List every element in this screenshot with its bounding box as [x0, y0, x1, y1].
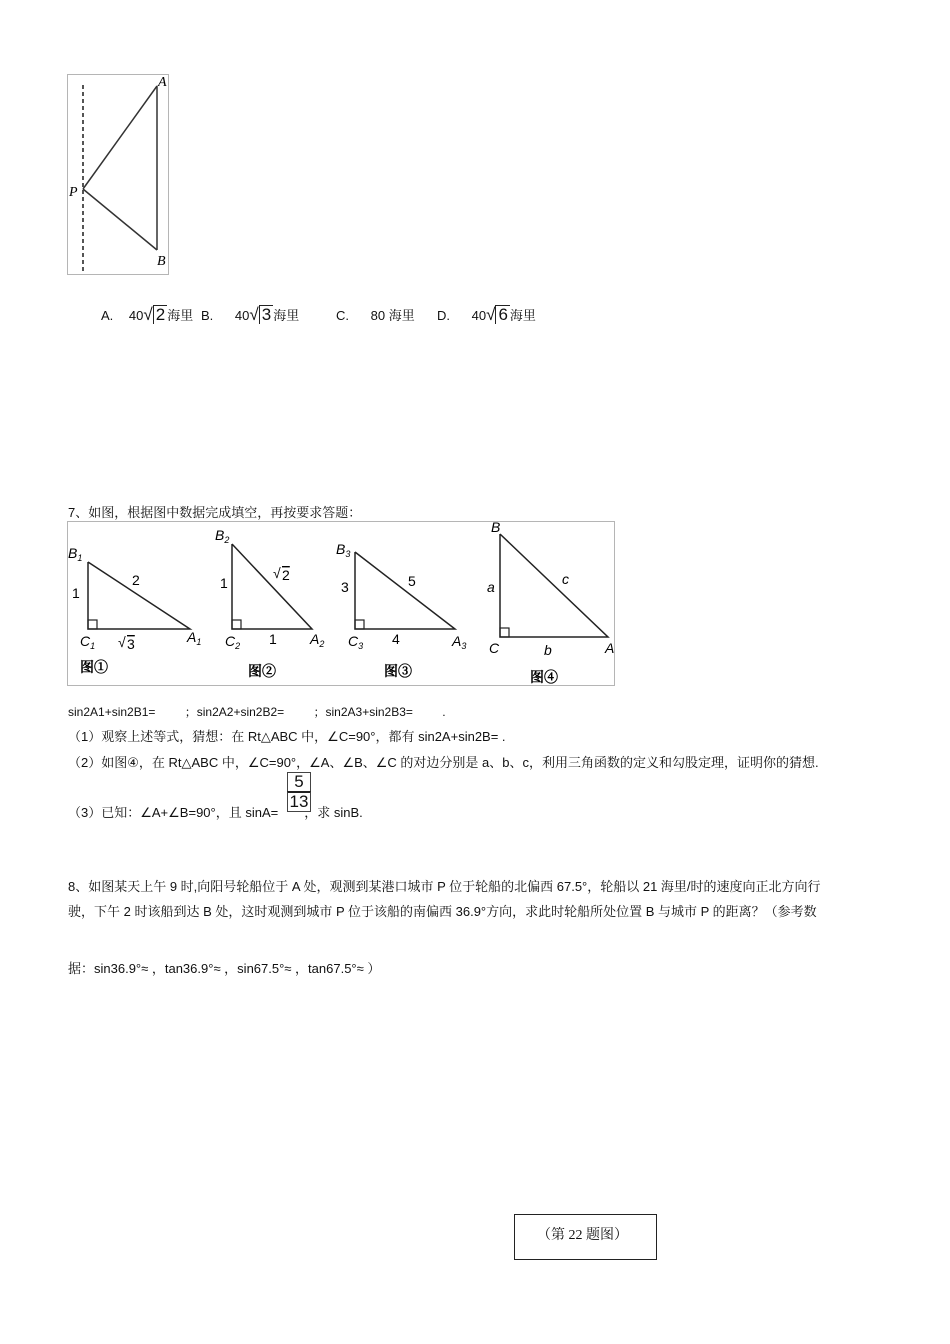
fig1-side-vertical: 1	[72, 585, 80, 601]
radical-sign: √	[249, 305, 259, 324]
fig1-radical: √	[118, 634, 126, 650]
q7-figures	[67, 521, 615, 686]
fig2-vertex-a: $A_2$	[310, 631, 325, 649]
option-d[interactable]	[437, 305, 536, 325]
radical-sign: √	[143, 305, 153, 324]
fig4-caption: 图④	[530, 669, 558, 685]
fill-blank-end: .	[442, 705, 446, 719]
label-b: B	[157, 254, 166, 269]
fig2-side-hyp: 2	[282, 567, 290, 583]
option-a[interactable]	[101, 305, 193, 325]
fig1-side-hyp: 2	[132, 572, 140, 588]
radical-sign: √	[486, 305, 496, 324]
q7-fill-line	[68, 703, 446, 720]
fraction-5-13	[287, 772, 311, 812]
option-b-coef: 40	[234, 308, 250, 323]
fig3-vertex-c: $C_3$	[348, 633, 364, 651]
fig1-vertex-a: $A_1$	[187, 629, 202, 647]
fig4-vertex-a: A	[605, 640, 614, 656]
option-b-letter: B.	[201, 308, 214, 323]
part3-prefix: （3）已知：∠A+∠B=90°，且 sinA=	[68, 805, 279, 820]
right-angle-mark	[500, 628, 509, 637]
fig1-vertex-c: $C_1$	[80, 633, 96, 651]
fig4-side-b: b	[544, 642, 552, 658]
option-a-letter: A.	[101, 308, 114, 323]
part3-suffix: ，求 sinB.	[304, 805, 363, 820]
option-d-letter: D.	[437, 308, 450, 323]
fig2-vertex-b: $B_2$	[215, 527, 230, 545]
option-a-unit: 海里	[167, 308, 194, 323]
figure-ship-triangle	[67, 74, 169, 275]
triangle-2	[215, 527, 324, 679]
fig1-side-base: 3	[127, 636, 135, 652]
right-angle-mark	[355, 620, 364, 629]
option-b[interactable]	[201, 305, 299, 325]
q7-part3	[68, 802, 363, 821]
fraction-denominator: 13	[287, 791, 311, 812]
fig3-side-hyp: 5	[408, 573, 416, 589]
option-d-unit: 海里	[509, 308, 536, 323]
q7-part1: （1）观察上述等式，猜想：在 Rt△ABC 中，∠C=90°，都有 sin2A+sin2B= .	[68, 729, 506, 744]
fill-blank-2: ；sin2A2+sin2B2=	[184, 705, 285, 719]
label-p: P	[69, 185, 78, 200]
fig2-caption: 图②	[248, 663, 276, 679]
fig1-caption: 图①	[80, 659, 108, 675]
figure-caption-box	[514, 1214, 657, 1260]
fig3-side-vertical: 3	[341, 579, 349, 595]
triangle-4	[487, 522, 614, 685]
right-angle-mark	[232, 620, 241, 629]
q8-line1: 8、如图某天上午 9 时,向阳号轮船位于 A 处，观测到某港口城市 P 位于轮船的北偏西 67.5°，轮船以 21 海里/时的速度向正北方向行	[68, 879, 821, 894]
fig4-side-a: a	[487, 579, 495, 595]
option-d-radicand: 6	[495, 305, 509, 324]
right-angle-mark	[88, 620, 97, 629]
fig3-vertex-a: $A_3$	[452, 633, 467, 651]
q8-line3: 据：sin36.9°≈ ，tan36.9°≈ ，sin67.5°≈ ，tan67.5°≈ ）	[68, 961, 381, 976]
ship-triangle-svg	[68, 75, 168, 274]
fig3-caption: 图③	[384, 663, 412, 679]
fig4-vertex-c: C	[489, 640, 500, 656]
option-b-unit: 海里	[273, 308, 300, 323]
fig3-side-base: 4	[392, 631, 400, 647]
fig1-vertex-b: $B_1$	[68, 545, 83, 563]
q7-title: 7、如图，根据图中数据完成填空，再按要求答题：	[68, 505, 362, 520]
segment-pb	[83, 189, 157, 250]
fig2-radical: √	[273, 565, 281, 581]
label-a: A	[158, 75, 167, 90]
option-d-coef: 40	[471, 308, 487, 323]
q7-figures-svg	[68, 522, 614, 685]
option-c[interactable]	[336, 305, 415, 324]
fill-blank-1: sin2A1+sin2B1=	[68, 705, 156, 719]
option-a-radicand: 2	[153, 305, 167, 324]
fraction-numerator: 5	[287, 772, 311, 791]
fig2-side-base: 1	[269, 631, 277, 647]
triangle-3	[336, 541, 466, 679]
q7-part2: （2）如图④，在 Rt△ABC 中，∠C=90°，∠A、∠B、∠C 的对边分别是 a、b、c，利用三角函数的定义和勾股定理，证明你的猜想.	[68, 755, 819, 770]
option-c-text: 80 海里	[370, 308, 415, 323]
option-c-letter: C.	[336, 308, 349, 323]
q8-line2: 驶，下午 2 时该船到达 B 处，这时观测到城市 P 位于该船的南偏西 36.9°方向，求此时轮船所处位置 B 与城市 P 的距离？（参考数	[68, 904, 817, 919]
segment-pa	[83, 86, 157, 189]
fill-blank-3: ；sin2A3+sin2B3=	[313, 705, 413, 719]
fig4-vertex-b: B	[491, 522, 501, 535]
fig3-vertex-b: $B_3$	[336, 541, 351, 559]
fig4-side-c: c	[562, 571, 569, 587]
triangle-1	[68, 545, 201, 675]
figure-caption: （第 22 题图）	[537, 1228, 628, 1243]
fig2-side-vertical: 1	[220, 575, 228, 591]
option-b-radicand: 3	[259, 305, 273, 324]
fig2-vertex-c: $C_2$	[225, 633, 241, 651]
option-a-coef: 40	[128, 308, 144, 323]
